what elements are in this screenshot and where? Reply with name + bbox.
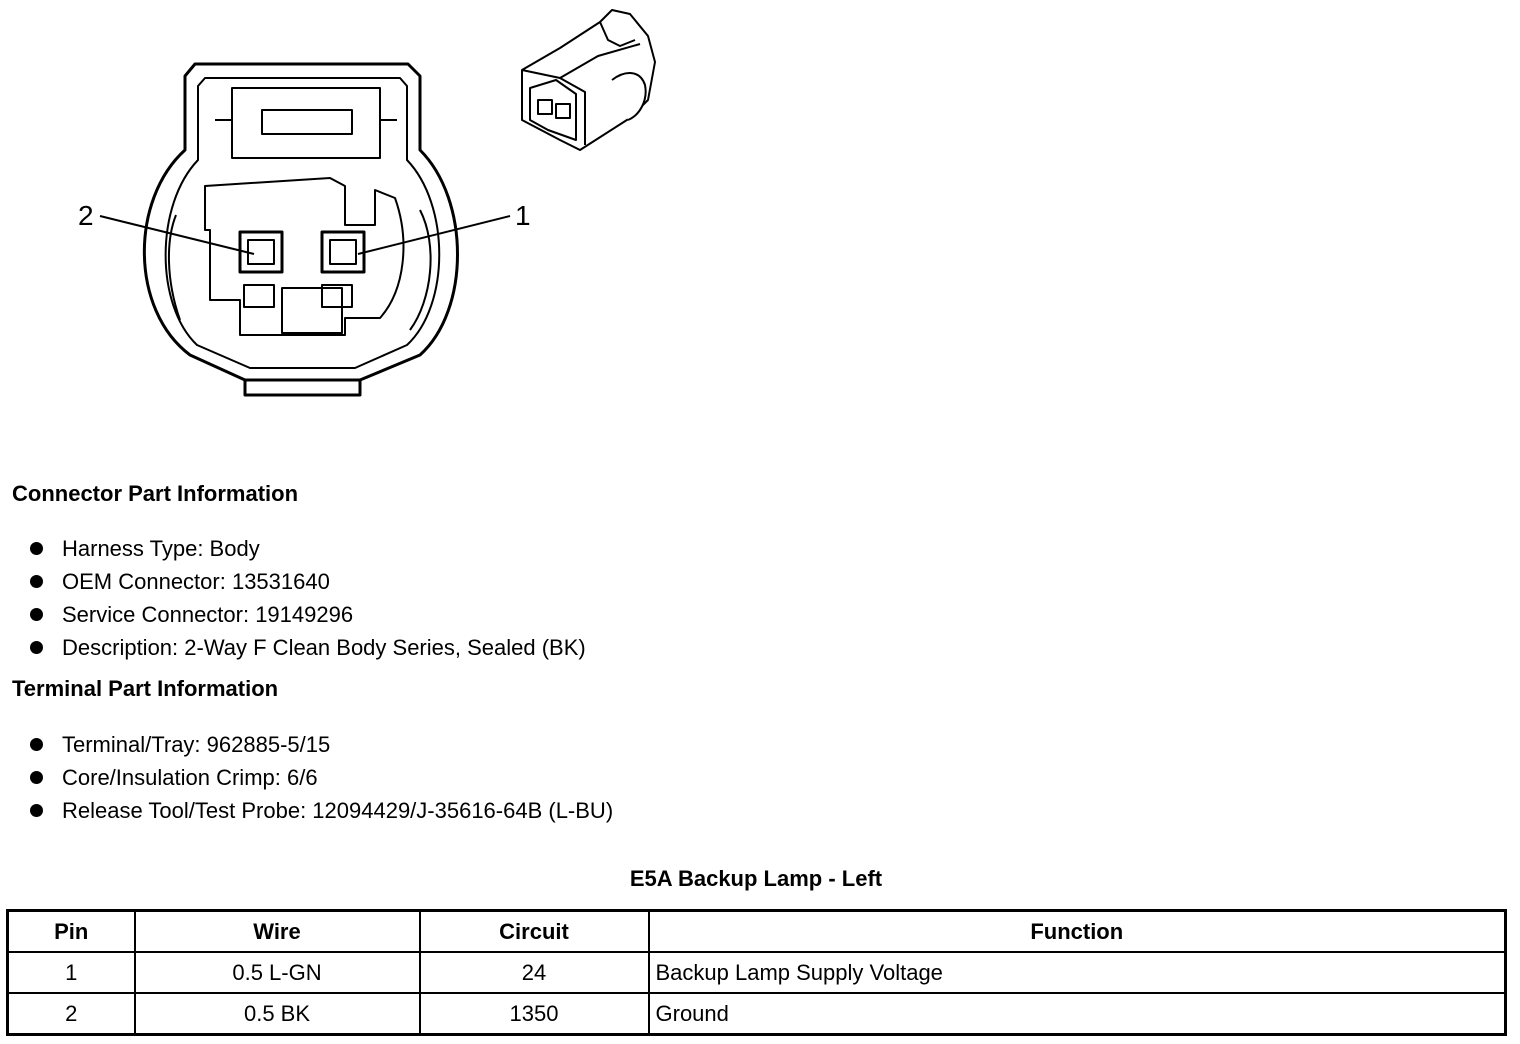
- cell-wire: 0.5 BK: [135, 993, 420, 1035]
- table-row: [8, 952, 1506, 993]
- column-header-wire: Wire: [135, 911, 420, 953]
- bullet-icon: [30, 738, 43, 751]
- column-header-function: Function: [649, 911, 1506, 953]
- bullet-icon: [30, 542, 43, 555]
- cell-circuit: 1350: [420, 993, 649, 1035]
- bullet-icon: [30, 641, 43, 654]
- list-item: OEM Connector: 13531640: [30, 565, 586, 598]
- list-item: Release Tool/Test Probe: 12094429/J-35616-64B (L-BU): [30, 794, 613, 827]
- table-title: E5A Backup Lamp - Left: [629, 866, 883, 891]
- cell-function: Backup Lamp Supply Voltage: [649, 952, 1506, 993]
- connector-info-list: [30, 532, 586, 664]
- terminal-info-list: [30, 728, 613, 827]
- cell-pin: 2: [8, 993, 135, 1035]
- list-item: Description: 2-Way F Clean Body Series, Sealed (BK): [30, 631, 586, 664]
- pinout-table: [6, 909, 1507, 1036]
- list-item: Service Connector: 19149296: [30, 598, 586, 631]
- connector-diagram: [0, 0, 700, 420]
- bullet-icon: [30, 575, 43, 588]
- bullet-icon: [30, 771, 43, 784]
- terminal-info-title: Terminal Part Information: [12, 676, 279, 701]
- pin-label-1: 1: [515, 200, 531, 231]
- list-item: Terminal/Tray: 962885-5/15: [30, 728, 613, 761]
- cell-function: Ground: [649, 993, 1506, 1035]
- list-item: Harness Type: Body: [30, 532, 586, 565]
- column-header-circuit: Circuit: [420, 911, 649, 953]
- connector-isometric-image: [522, 10, 655, 150]
- cell-wire: 0.5 L-GN: [135, 952, 420, 993]
- bullet-icon: [30, 804, 43, 817]
- connector-info-title: Connector Part Information: [12, 481, 299, 506]
- cell-circuit: 24: [420, 952, 649, 993]
- cell-pin: 1: [8, 952, 135, 993]
- table-header-row: [8, 911, 1506, 953]
- table-row: [8, 993, 1506, 1035]
- list-item: Core/Insulation Crimp: 6/6: [30, 761, 613, 794]
- column-header-pin: Pin: [8, 911, 135, 953]
- pin-label-2: 2: [78, 200, 94, 231]
- bullet-icon: [30, 608, 43, 621]
